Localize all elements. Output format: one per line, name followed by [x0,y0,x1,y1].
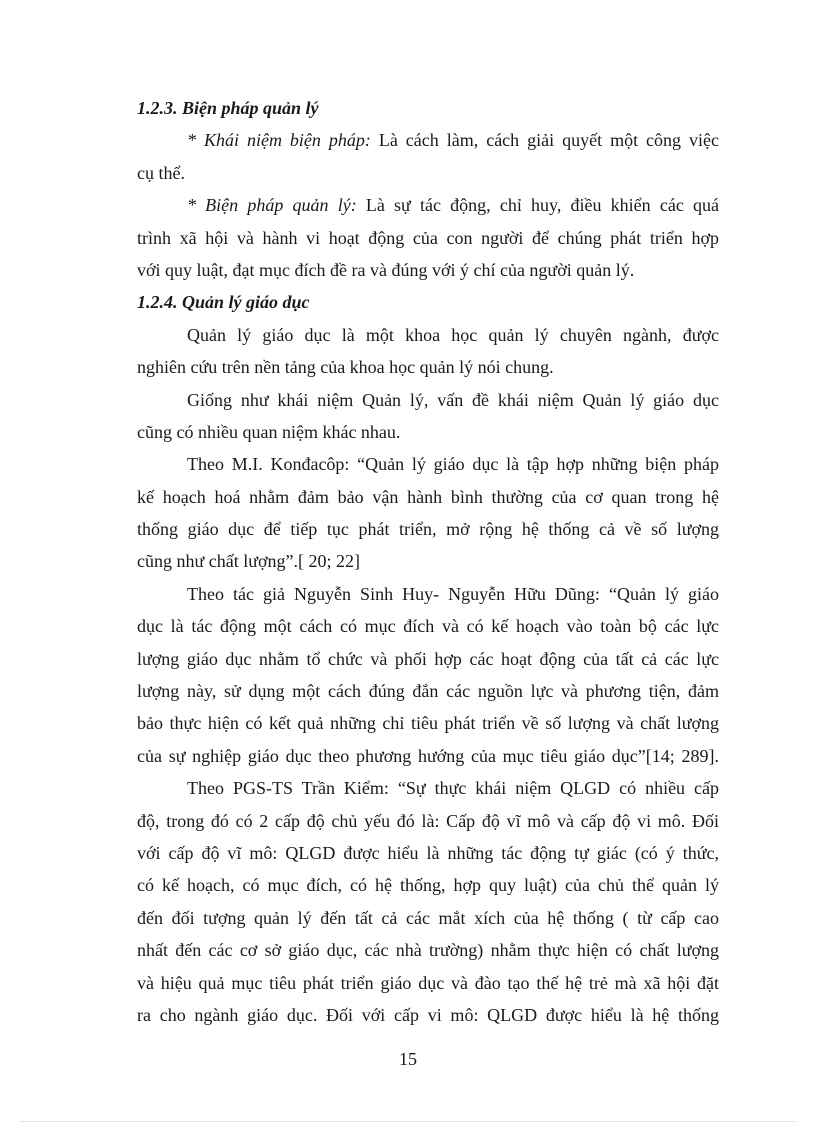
text-run: Là cách làm, cách giải quyết một công việc [370,130,719,151]
text-run: trình xã hội và hành vi hoạt động của con người để chúng phát triển hợp [137,227,719,248]
text-line [137,222,719,254]
text-run: bảo thực hiện có kết quả những chỉ tiêu phát triển về số lượng và chất lượng [137,713,719,734]
text-run: lượng này, sử dụng một cách đúng đắn các nguồn lực và phương tiện, đảm [137,681,719,702]
text-run: đến đối tượng quản lý đến tất cả các mắt xích của hệ thống ( từ cấp cao [137,907,719,928]
text-run: kế hoạch hoá nhằm đảm bảo vận hành bình thường của cơ quan trong hệ [137,486,719,507]
text-line [137,254,719,286]
text-line [137,545,719,577]
text-run: của sự nghiệp giáo dục theo phương hướng của mục tiêu giáo dục”[14; 289]. [137,745,719,766]
text-run: * Biện pháp quản lý: [187,195,357,216]
text-run: nhất đến các cơ sở giáo dục, các nhà trường) nhằm thực hiện có chất lượng [137,940,719,961]
text-line [137,869,719,901]
text-run: với quy luật, đạt mục đích đề ra và đúng với ý chí của người quản lý. [137,259,635,280]
text-line [137,157,719,189]
text-line [137,124,719,156]
text-run: ra cho ngành giáo dục. Đối với cấp vi mô: QLGD được hiểu là hệ thống [137,1004,719,1025]
text-run: thống giáo dục để tiếp tục phát triển, mở rộng hệ thống cả về số lượng [137,519,719,540]
text-run: và hiệu quả mục tiêu phát triển giáo dục và đào tạo thế hệ trẻ mà xã hội đặt [137,972,719,993]
text-run: Theo tác giả Nguyễn Sinh Huy- Nguyễn Hữu Dũng: “Quản lý giáo [187,583,719,604]
section-heading: 1.2.3. Biện pháp quản lý [137,98,319,118]
text-run: nghiên cứu trên nền tảng của khoa học quản lý nói chung. [137,357,554,378]
text-line [137,416,719,448]
text-line [137,934,719,966]
text-line [137,805,719,837]
text-run: Theo M.I. Konđacôp: “Quản lý giáo dục là tập hợp những biện pháp [187,454,719,475]
section-heading: 1.2.4. Quản lý giáo dục [137,292,310,313]
text-run: có kế hoạch, có mục đích, có hệ thống, hợp quy luật) của chủ thể quản lý [137,875,719,896]
text-run: lượng giáo dục nhằm tổ chức và phối hợp các hoạt động của tất cả các lực [137,648,719,669]
page-body [137,92,719,1031]
text-run: dục là tác động một cách có mục đích và có kế hoạch vào toàn bộ các lực [137,616,719,637]
text-run: Quản lý giáo dục là một khoa học quản lý chuyên ngành, được [187,324,719,345]
text-line [137,740,719,772]
text-line [137,513,719,545]
text-line [137,999,719,1031]
text-line [137,351,719,383]
text-line [137,837,719,869]
text-line [137,319,719,351]
text-run: với cấp độ vĩ mô: QLGD được hiểu là những tác động tự giác (có ý thức, [137,842,719,863]
text-line [137,967,719,999]
text-line [137,481,719,513]
text-run: cụ thể. [137,162,185,183]
text-line [137,610,719,642]
text-run: độ, trong đó có 2 cấp độ chủ yếu đó là: Cấp độ vĩ mô và cấp độ vi mô. Đối [137,810,719,831]
text-run: cũng như chất lượng”.[ 20; 22] [137,551,360,572]
text-line [137,286,719,318]
text-run: cũng có nhiều quan niệm khác nhau. [137,421,401,442]
text-run: Theo PGS-TS Trần Kiểm: “Sự thực khái niệm QLGD có nhiều cấp [187,778,719,799]
text-line [137,707,719,739]
text-line [137,643,719,675]
text-line [137,675,719,707]
page-number: 15 [399,1049,417,1069]
text-run: * Khái niệm biện pháp: [187,130,371,151]
text-line [137,902,719,934]
text-line [137,772,719,804]
text-line [137,384,719,416]
text-run: Giống như khái niệm Quản lý, vấn đề khái niệm Quản lý giáo dục [187,389,719,410]
text-line [137,189,719,221]
page-bottom-border [20,1121,796,1122]
text-run: Là sự tác động, chỉ huy, điều khiển các quá [356,195,719,216]
text-line [137,92,719,124]
text-line [137,578,719,610]
text-line [137,448,719,480]
